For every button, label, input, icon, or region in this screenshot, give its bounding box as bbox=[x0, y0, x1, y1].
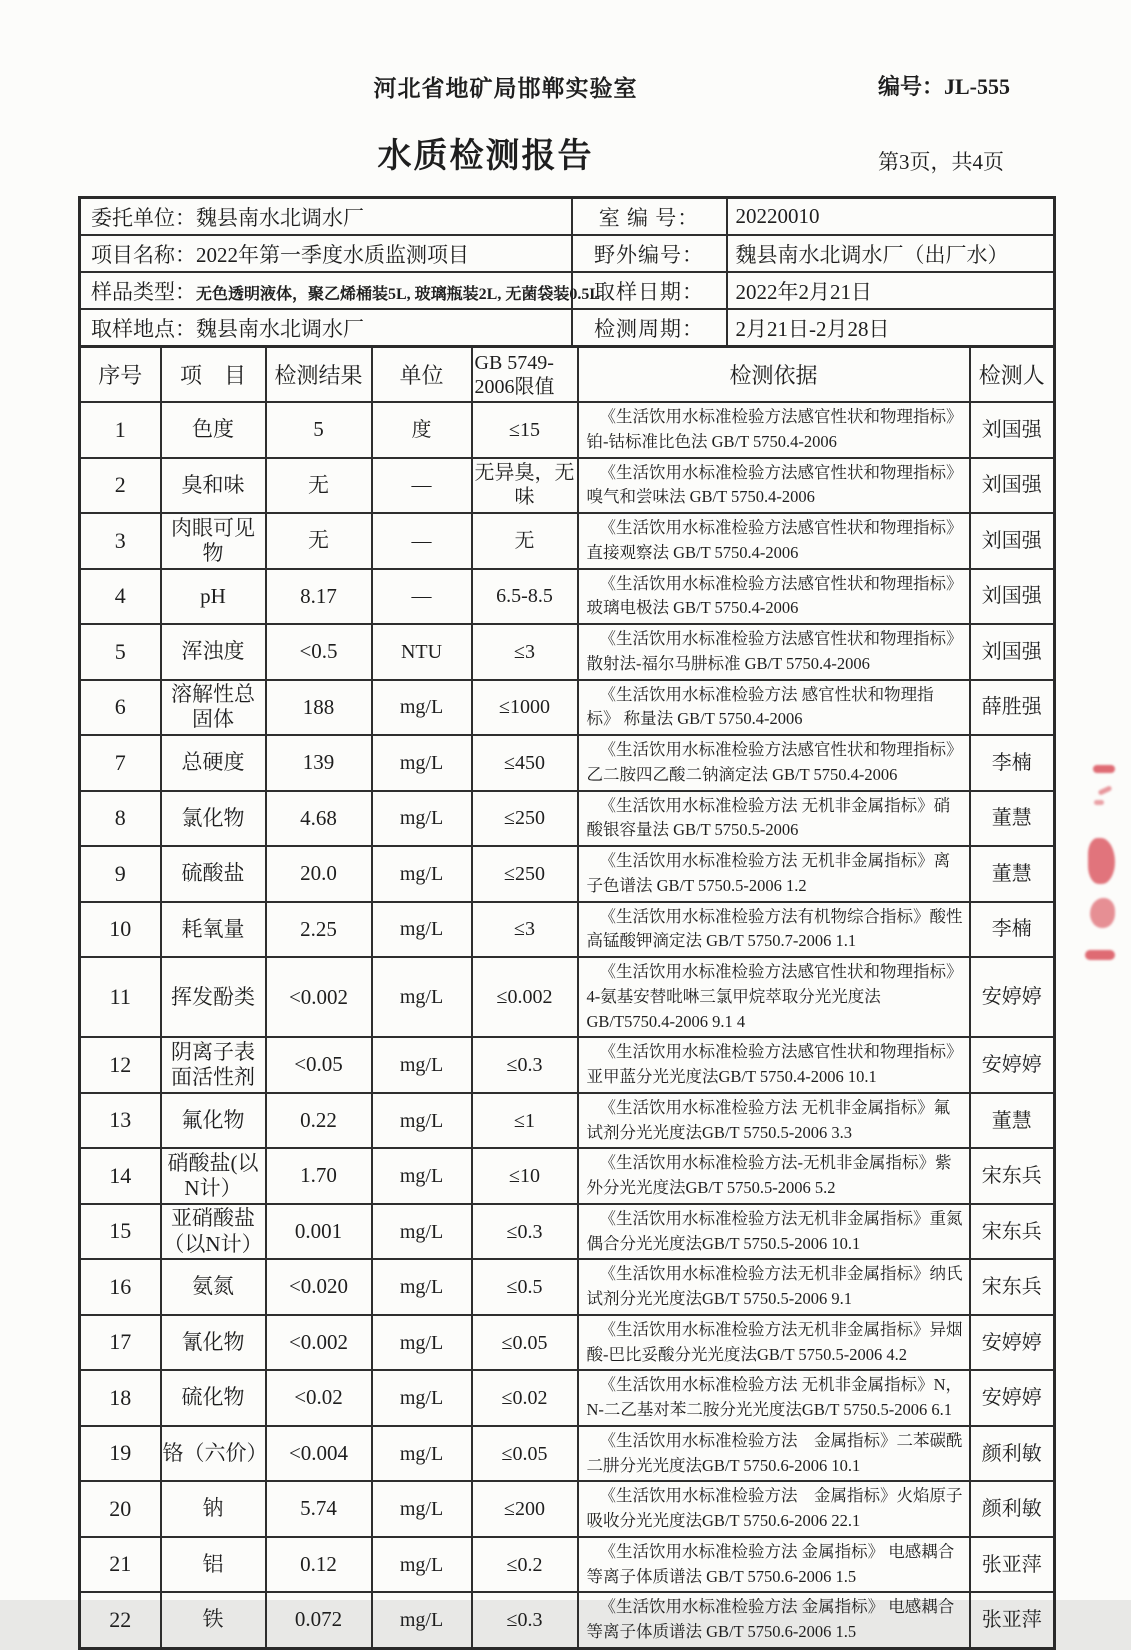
info-label: 委托单位： bbox=[91, 205, 196, 230]
cell-unit: mg/L bbox=[372, 791, 472, 847]
header-inspector: 检测人 bbox=[970, 347, 1055, 403]
cell-item: 硝酸盐(以N计） bbox=[161, 1148, 266, 1204]
table-row bbox=[80, 1037, 1055, 1093]
cell-unit: mg/L bbox=[372, 1481, 472, 1537]
cell-inspector: 颜利敏 bbox=[970, 1481, 1055, 1537]
cell-unit: mg/L bbox=[372, 957, 472, 1037]
info-value: 魏县南水北调水厂 bbox=[196, 205, 364, 230]
cell-inspector: 刘国强 bbox=[970, 513, 1055, 569]
cell-limit: ≤450 bbox=[472, 735, 578, 791]
cell-inspector: 安婷婷 bbox=[970, 1037, 1055, 1093]
cell-basis: 《生活饮用水标准检验方法感官性状和物理指标》直接观察法 GB/T 5750.4-2006 bbox=[578, 513, 970, 569]
cell-basis: 《生活饮用水标准检验方法无机非金属指标》异烟酸-巴比妥酸分光光度法GB/T 5750.5-2006 4.2 bbox=[578, 1315, 970, 1371]
cell-seq: 19 bbox=[80, 1426, 161, 1482]
cell-basis: 《生活饮用水标准检验方法 无机非金属指标》N，N-二乙基对苯二胺分光光度法GB/T 5750.5-2006 6.1 bbox=[578, 1370, 970, 1426]
cell-unit: mg/L bbox=[372, 1259, 472, 1315]
cell-basis: 《生活饮用水标准检验方法感官性状和物理指标》玻璃电极法 GB/T 5750.4-2006 bbox=[578, 569, 970, 625]
cell-unit: mg/L bbox=[372, 1537, 472, 1593]
cell-seq: 15 bbox=[80, 1204, 161, 1260]
table-row bbox=[80, 1592, 1055, 1648]
cell-result: <0.002 bbox=[266, 1315, 372, 1371]
cell-unit: mg/L bbox=[372, 1426, 472, 1482]
header-basis: 检测依据 bbox=[578, 347, 970, 403]
cell-basis: 《生活饮用水标准检验方法无机非金属指标》纳氏试剂分光光度法GB/T 5750.5-2006 9.1 bbox=[578, 1259, 970, 1315]
cell-seq: 1 bbox=[80, 402, 161, 458]
cell-limit: ≤200 bbox=[472, 1481, 578, 1537]
cell-result: 5.74 bbox=[266, 1481, 372, 1537]
cell-result: 188 bbox=[266, 680, 372, 736]
cell-result: <0.02 bbox=[266, 1370, 372, 1426]
cell-inspector: 刘国强 bbox=[970, 569, 1055, 625]
cell-item: 氯化物 bbox=[161, 791, 266, 847]
info-field-value: 2022年2月21日 bbox=[727, 272, 1055, 309]
red-stamp-fragment bbox=[1088, 838, 1115, 884]
info-row bbox=[80, 272, 1055, 309]
cell-inspector: 董慧 bbox=[970, 791, 1055, 847]
cell-result: 5 bbox=[266, 402, 372, 458]
info-row bbox=[80, 198, 1055, 236]
info-row bbox=[80, 309, 1055, 347]
cell-result: 8.17 bbox=[266, 569, 372, 625]
cell-unit: 度 bbox=[372, 402, 472, 458]
cell-unit: mg/L bbox=[372, 735, 472, 791]
table-row bbox=[80, 1204, 1055, 1260]
red-stamp-fragment bbox=[1085, 950, 1115, 960]
cell-basis: 《生活饮用水标准检验方法 无机非金属指标》离子色谱法 GB/T 5750.5-2006 1.2 bbox=[578, 846, 970, 902]
header-unit: 单位 bbox=[372, 347, 472, 403]
cell-basis: 《生活饮用水标准检验方法 金属指标》火焰原子吸收分光光度法GB/T 5750.6-2006 22.1 bbox=[578, 1481, 970, 1537]
cell-seq: 4 bbox=[80, 569, 161, 625]
cell-seq: 7 bbox=[80, 735, 161, 791]
cell-limit: ≤10 bbox=[472, 1148, 578, 1204]
table-row bbox=[80, 458, 1055, 514]
cell-inspector: 董慧 bbox=[970, 846, 1055, 902]
cell-result: <0.020 bbox=[266, 1259, 372, 1315]
red-stamp-fragment bbox=[1093, 765, 1115, 773]
cell-inspector: 安婷婷 bbox=[970, 957, 1055, 1037]
cell-item: 溶解性总固体 bbox=[161, 680, 266, 736]
cell-basis: 《生活饮用水标准检验方法-无机非金属指标》紫外分光光度法GB/T 5750.5-2006 5.2 bbox=[578, 1148, 970, 1204]
cell-item: 硫酸盐 bbox=[161, 846, 266, 902]
cell-seq: 22 bbox=[80, 1592, 161, 1648]
cell-unit: mg/L bbox=[372, 1204, 472, 1260]
cell-item: 阴离子表面活性剂 bbox=[161, 1037, 266, 1093]
cell-seq: 12 bbox=[80, 1037, 161, 1093]
cell-inspector: 薛胜强 bbox=[970, 680, 1055, 736]
cell-inspector: 刘国强 bbox=[970, 624, 1055, 680]
cell-limit: ≤0.05 bbox=[472, 1315, 578, 1371]
info-label: 取样地点： bbox=[91, 316, 196, 341]
cell-limit: 无 bbox=[472, 513, 578, 569]
header-limit: GB 5749-2006限值 bbox=[472, 347, 578, 403]
cell-item: 亚硝酸盐（以N计） bbox=[161, 1204, 266, 1260]
cell-limit: ≤0.002 bbox=[472, 957, 578, 1037]
cell-result: 0.072 bbox=[266, 1592, 372, 1648]
cell-result: <0.5 bbox=[266, 624, 372, 680]
info-field-value: 2月21日-2月28日 bbox=[727, 309, 1055, 347]
info-label: 样品类型： bbox=[91, 279, 196, 304]
cell-unit: mg/L bbox=[372, 902, 472, 958]
cell-result: 20.0 bbox=[266, 846, 372, 902]
cell-basis: 《生活饮用水标准检验方法 感官性状和物理指标》 称量法 GB/T 5750.4-2006 bbox=[578, 680, 970, 736]
cell-basis: 《生活饮用水标准检验方法感官性状和物理指标》嗅气和尝味法 GB/T 5750.4-2006 bbox=[578, 458, 970, 514]
cell-basis: 《生活饮用水标准检验方法感官性状和物理指标》亚甲蓝分光光度法GB/T 5750.4-2006 10.1 bbox=[578, 1037, 970, 1093]
cell-item: 色度 bbox=[161, 402, 266, 458]
info-field-value: 魏县南水北调水厂（出厂水） bbox=[727, 235, 1055, 272]
cell-inspector: 宋东兵 bbox=[970, 1204, 1055, 1260]
table-row bbox=[80, 1315, 1055, 1371]
table-row bbox=[80, 569, 1055, 625]
cell-result: 无 bbox=[266, 513, 372, 569]
cell-result: <0.05 bbox=[266, 1037, 372, 1093]
cell-seq: 21 bbox=[80, 1537, 161, 1593]
info-left-cell bbox=[80, 272, 601, 309]
doc-number: 编号：JL-555 bbox=[878, 74, 1011, 99]
table-row bbox=[80, 1537, 1055, 1593]
cell-result: 4.68 bbox=[266, 791, 372, 847]
red-stamp-fragment bbox=[1094, 800, 1104, 805]
table-row bbox=[80, 1481, 1055, 1537]
table-row bbox=[80, 1148, 1055, 1204]
cell-inspector: 宋东兵 bbox=[970, 1259, 1055, 1315]
cell-basis: 《生活饮用水标准检验方法感官性状和物理指标》4-氨基安替吡啉三氯甲烷萃取分光光度法 GB/T5750.4-2006 9.1 4 bbox=[578, 957, 970, 1037]
cell-seq: 11 bbox=[80, 957, 161, 1037]
table-row bbox=[80, 624, 1055, 680]
cell-limit: ≤0.3 bbox=[472, 1037, 578, 1093]
cell-seq: 20 bbox=[80, 1481, 161, 1537]
header-result: 检测结果 bbox=[266, 347, 372, 403]
cell-basis: 《生活饮用水标准检验方法 金属指标》 电感耦合等离子体质谱法 GB/T 5750.6-2006 1.5 bbox=[578, 1592, 970, 1648]
cell-unit: mg/L bbox=[372, 1315, 472, 1371]
cell-unit: mg/L bbox=[372, 1148, 472, 1204]
cell-result: 0.22 bbox=[266, 1093, 372, 1149]
info-value: 2022年第一季度水质监测项目 bbox=[196, 242, 469, 267]
table-row bbox=[80, 1370, 1055, 1426]
cell-unit: mg/L bbox=[372, 1037, 472, 1093]
cell-inspector: 刘国强 bbox=[970, 458, 1055, 514]
info-label: 项目名称： bbox=[91, 242, 196, 267]
cell-limit: ≤0.2 bbox=[472, 1537, 578, 1593]
report-title: 水质检测报告 bbox=[377, 138, 594, 175]
cell-limit: ≤3 bbox=[472, 902, 578, 958]
cell-basis: 《生活饮用水标准检验方法感官性状和物理指标》铂-钴标准比色法 GB/T 5750.4-2006 bbox=[578, 402, 970, 458]
table-row bbox=[80, 1259, 1055, 1315]
cell-basis: 《生活饮用水标准检验方法 金属指标》二苯碳酰二肼分光光度法GB/T 5750.6-2006 10.1 bbox=[578, 1426, 970, 1482]
cell-unit: mg/L bbox=[372, 1592, 472, 1648]
cell-inspector: 安婷婷 bbox=[970, 1370, 1055, 1426]
table-row bbox=[80, 735, 1055, 791]
info-row bbox=[80, 235, 1055, 272]
cell-inspector: 董慧 bbox=[970, 1093, 1055, 1149]
cell-basis: 《生活饮用水标准检验方法 无机非金属指标》氟试剂分光光度法GB/T 5750.5-2006 3.3 bbox=[578, 1093, 970, 1149]
cell-seq: 3 bbox=[80, 513, 161, 569]
lab-name: 河北省地矿局邯郸实验室 bbox=[373, 76, 638, 101]
sample-info-table bbox=[78, 196, 1056, 348]
cell-basis: 《生活饮用水标准检验方法感官性状和物理指标》乙二胺四乙酸二钠滴定法 GB/T 5750.4-2006 bbox=[578, 735, 970, 791]
table-row bbox=[80, 1426, 1055, 1482]
cell-result: 2.25 bbox=[266, 902, 372, 958]
page-indicator: 第3页，共4页 bbox=[878, 150, 1004, 174]
cell-basis: 《生活饮用水标准检验方法无机非金属指标》重氮偶合分光光度法GB/T 5750.5-2006 10.1 bbox=[578, 1204, 970, 1260]
cell-unit: mg/L bbox=[372, 846, 472, 902]
red-stamp-fragment bbox=[1098, 785, 1113, 795]
results-table bbox=[78, 345, 1056, 1650]
info-field-label: 野外编号： bbox=[572, 235, 727, 272]
info-value: 无色透明液体，聚乙烯桶装5L, 玻璃瓶装2L, 无菌袋装0.5L bbox=[196, 285, 601, 303]
cell-seq: 17 bbox=[80, 1315, 161, 1371]
info-field-label: 检测周期： bbox=[572, 309, 727, 347]
cell-item: 总硬度 bbox=[161, 735, 266, 791]
cell-basis: 《生活饮用水标准检验方法感官性状和物理指标》散射法-福尔马肼标准 GB/T 5750.4-2006 bbox=[578, 624, 970, 680]
cell-limit: ≤250 bbox=[472, 846, 578, 902]
cell-basis: 《生活饮用水标准检验方法 无机非金属指标》硝酸银容量法 GB/T 5750.5-2006 bbox=[578, 791, 970, 847]
info-field-label: 取样日期： bbox=[572, 272, 727, 309]
cell-item: 氰化物 bbox=[161, 1315, 266, 1371]
info-table-body bbox=[80, 198, 1055, 347]
info-value: 魏县南水北调水厂 bbox=[196, 316, 364, 341]
cell-limit: ≤3 bbox=[472, 624, 578, 680]
table-row bbox=[80, 902, 1055, 958]
cell-item: 硫化物 bbox=[161, 1370, 266, 1426]
cell-result: 1.70 bbox=[266, 1148, 372, 1204]
cell-result: 0.12 bbox=[266, 1537, 372, 1593]
cell-seq: 9 bbox=[80, 846, 161, 902]
cell-item: 浑浊度 bbox=[161, 624, 266, 680]
cell-seq: 2 bbox=[80, 458, 161, 514]
info-left-cell bbox=[80, 235, 572, 272]
cell-unit: NTU bbox=[372, 624, 472, 680]
cell-basis: 《生活饮用水标准检验方法有机物综合指标》酸性高锰酸钾滴定法 GB/T 5750.7-2006 1.1 bbox=[578, 902, 970, 958]
cell-seq: 10 bbox=[80, 902, 161, 958]
cell-item: 铁 bbox=[161, 1592, 266, 1648]
cell-basis: 《生活饮用水标准检验方法 金属指标》 电感耦合等离子体质谱法 GB/T 5750.6-2006 1.5 bbox=[578, 1537, 970, 1593]
cell-item: 铝 bbox=[161, 1537, 266, 1593]
cell-item: 挥发酚类 bbox=[161, 957, 266, 1037]
cell-item: 氨氮 bbox=[161, 1259, 266, 1315]
cell-result: 139 bbox=[266, 735, 372, 791]
cell-inspector: 宋东兵 bbox=[970, 1148, 1055, 1204]
table-row bbox=[80, 402, 1055, 458]
cell-item: pH bbox=[161, 569, 266, 625]
cell-item: 钠 bbox=[161, 1481, 266, 1537]
cell-seq: 8 bbox=[80, 791, 161, 847]
cell-limit: ≤0.02 bbox=[472, 1370, 578, 1426]
cell-item: 铬（六价） bbox=[161, 1426, 266, 1482]
table-row bbox=[80, 680, 1055, 736]
cell-item: 肉眼可见物 bbox=[161, 513, 266, 569]
cell-seq: 5 bbox=[80, 624, 161, 680]
cell-unit: mg/L bbox=[372, 1093, 472, 1149]
cell-seq: 18 bbox=[80, 1370, 161, 1426]
cell-inspector: 安婷婷 bbox=[970, 1315, 1055, 1371]
cell-limit: ≤0.5 bbox=[472, 1259, 578, 1315]
results-table-header bbox=[80, 347, 1055, 403]
header-row bbox=[80, 347, 1055, 403]
table-row bbox=[80, 1093, 1055, 1149]
cell-result: 无 bbox=[266, 458, 372, 514]
cell-limit: 无异臭，无味 bbox=[472, 458, 578, 514]
cell-limit: ≤0.05 bbox=[472, 1426, 578, 1482]
cell-item: 臭和味 bbox=[161, 458, 266, 514]
cell-limit: ≤0.3 bbox=[472, 1204, 578, 1260]
header-item: 项 目 bbox=[161, 347, 266, 403]
table-row bbox=[80, 513, 1055, 569]
cell-inspector: 颜利敏 bbox=[970, 1426, 1055, 1482]
table-row bbox=[80, 791, 1055, 847]
cell-unit: — bbox=[372, 458, 472, 514]
cell-unit: mg/L bbox=[372, 680, 472, 736]
cell-result: 0.001 bbox=[266, 1204, 372, 1260]
cell-unit: — bbox=[372, 569, 472, 625]
cell-unit: mg/L bbox=[372, 1370, 472, 1426]
header-seq: 序号 bbox=[80, 347, 161, 403]
table-row bbox=[80, 846, 1055, 902]
info-field-value: 20220010 bbox=[727, 198, 1055, 236]
red-stamp-fragment bbox=[1090, 898, 1115, 928]
cell-inspector: 刘国强 bbox=[970, 402, 1055, 458]
cell-seq: 16 bbox=[80, 1259, 161, 1315]
cell-inspector: 张亚萍 bbox=[970, 1592, 1055, 1648]
cell-limit: 6.5-8.5 bbox=[472, 569, 578, 625]
cell-inspector: 李楠 bbox=[970, 735, 1055, 791]
cell-inspector: 张亚萍 bbox=[970, 1537, 1055, 1593]
cell-limit: ≤1 bbox=[472, 1093, 578, 1149]
cell-seq: 13 bbox=[80, 1093, 161, 1149]
cell-limit: ≤1000 bbox=[472, 680, 578, 736]
cell-limit: ≤250 bbox=[472, 791, 578, 847]
cell-seq: 14 bbox=[80, 1148, 161, 1204]
cell-limit: ≤15 bbox=[472, 402, 578, 458]
cell-result: <0.004 bbox=[266, 1426, 372, 1482]
cell-item: 氟化物 bbox=[161, 1093, 266, 1149]
cell-inspector: 李楠 bbox=[970, 902, 1055, 958]
cell-unit: — bbox=[372, 513, 472, 569]
info-left-cell bbox=[80, 198, 572, 236]
table-row bbox=[80, 957, 1055, 1037]
cell-limit: ≤0.3 bbox=[472, 1592, 578, 1648]
info-left-cell bbox=[80, 309, 572, 347]
info-field-label: 室 编 号： bbox=[572, 198, 727, 236]
cell-item: 耗氧量 bbox=[161, 902, 266, 958]
cell-result: <0.002 bbox=[266, 957, 372, 1037]
cell-seq: 6 bbox=[80, 680, 161, 736]
results-table-body bbox=[80, 402, 1055, 1648]
